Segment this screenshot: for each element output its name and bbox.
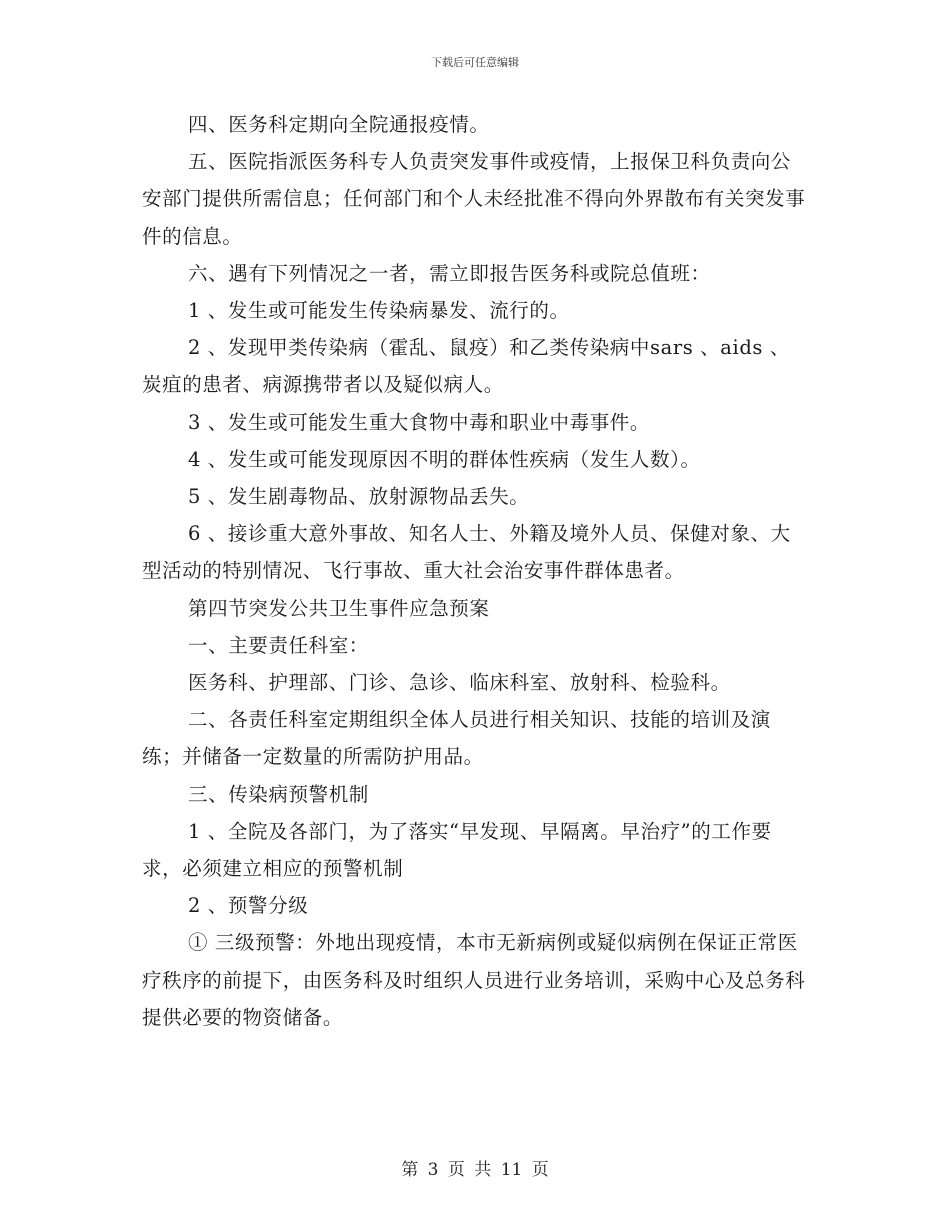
subheading-responsible-depts: 一、主要责任科室：: [188, 633, 369, 657]
responsible-depts-list: 医务科、护理部、门诊、急诊、临床科室、放射科、检验科。: [188, 671, 731, 695]
paragraph-4-notify: 四、医务科定期向全院通报疫情。: [188, 113, 490, 136]
paragraph-6-report: 六、遇有下列情况之一者，需立即报告医务科或院总值班：: [188, 261, 711, 285]
list-item-3: 3 、发生或可能发生重大食物中毒和职业中毒事件。: [188, 410, 651, 434]
warning-item-2: 2 、预警分级: [188, 894, 309, 918]
list-item-5: 5 、发生剧毒物品、放射源物品丢失。: [188, 485, 530, 509]
list-item-1: 1 、发生或可能发生传染病暴发、流行的。: [188, 299, 570, 323]
list-item-2: 2 、发现甲类传染病（霍乱、鼠疫）和乙类传染病中sars 、aids 、炭疽的患者、病源携带者以及疑似病人。: [142, 336, 790, 397]
warning-level-3: ① 三级预警：外地出现疫情，本市无新病例或疑似病例在保证正常医疗秩序的前提下，由医务科及时组织人员进行业务培训，采购中心及总务科提供必要的物资储备。: [142, 931, 806, 1029]
document-body: [142, 106, 808, 1036]
paragraph-5-designate: 五、医院指派医务科专人负责突发事件或疫情，上报保卫科负责向公安部门提供所需信息；任何部门和个人未经批准不得向外界散布有关突发事件的信息。: [142, 150, 806, 248]
list-item-6: 6 、接诊重大意外事故、知名人士、外籍及境外人员、保健对象、大型活动的特别情况、飞行事故、重大社会治安事件群体患者。: [142, 522, 791, 583]
section-heading: 第四节突发公共卫生事件应急预案: [188, 596, 490, 620]
subheading-warning-mechanism: 三、传染病预警机制: [188, 782, 369, 806]
page-header-note: 下载后可任意编辑: [431, 56, 519, 69]
warning-item-1: 1 、全院及各部门，为了落实“早发现、早隔离。早治疗”的工作要求，必须建立相应的预警机制: [142, 819, 772, 881]
page-footer-number: 第 3 页 共 11 页: [401, 1160, 549, 1180]
paragraph-training: 二、各责任科室定期组织全体人员进行相关知识、技能的培训及演练；并储备一定数量的所需防护用品。: [142, 708, 771, 769]
list-item-4: 4 、发生或可能发现原因不明的群体性疾病（发生人数）。: [188, 447, 701, 471]
